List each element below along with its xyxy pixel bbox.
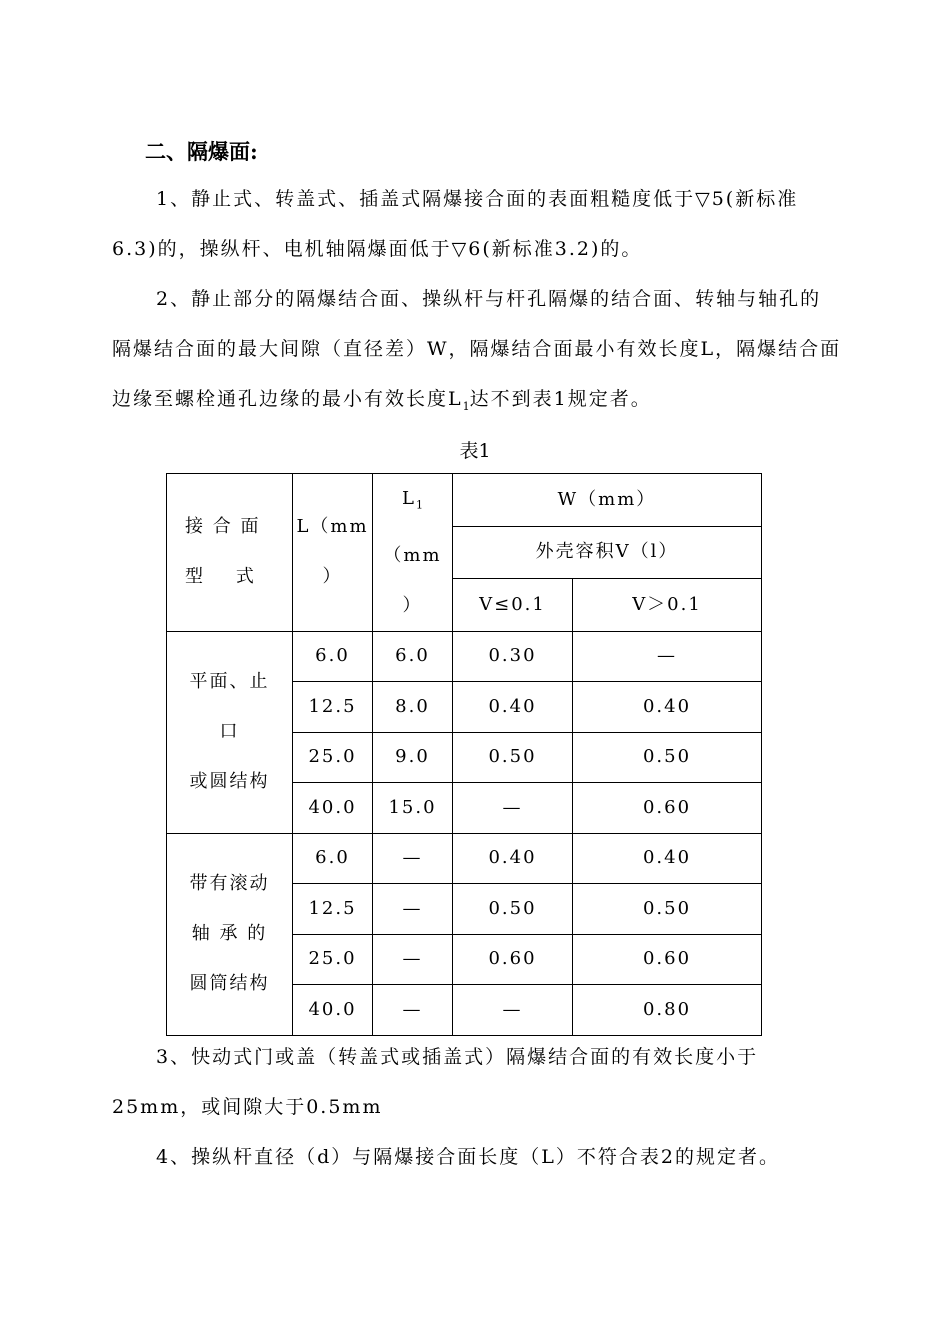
cell-l1: 15.0 xyxy=(373,783,453,834)
group-label-line: 或圆结构 xyxy=(189,771,270,793)
cell-l1: 9.0 xyxy=(373,732,453,783)
header-l1-base: L xyxy=(402,488,416,509)
header-l1-line1 xyxy=(373,474,452,581)
paragraph-3: 3、快动式门或盖（转盖式或插盖式）隔爆结合面的有效长度小于25mm，或间隙大于0.5mm xyxy=(112,1046,759,1118)
cell-l: 12.5 xyxy=(293,682,373,733)
cell-w-large: — xyxy=(573,631,762,682)
cell-l1: — xyxy=(373,884,453,935)
paragraph-4: 4、操纵杆直径（d）与隔爆接合面长度（L）不符合表2的规定者。 xyxy=(156,1146,780,1168)
paragraph-1: 1、静止式、转盖式、插盖式隔爆接合面的表面粗糙度低于▽5(新标准6.3)的，操纵杆、电机轴隔爆面低于▽6(新标准3.2)的。 xyxy=(112,188,799,260)
cell-l: 25.0 xyxy=(293,732,373,783)
cell-w-small: 0.60 xyxy=(453,934,573,985)
group-label-line: 圆筒结构 xyxy=(189,973,270,995)
header-joint-type xyxy=(167,474,293,632)
gap-spec-table xyxy=(166,473,762,1036)
cell-w-small: 0.40 xyxy=(453,833,573,884)
cell-l1: 6.0 xyxy=(373,631,453,682)
cell-l: 6.0 xyxy=(293,833,373,884)
cell-l1: 8.0 xyxy=(373,682,453,733)
header-l1-line2: ） xyxy=(402,594,423,616)
group-label-plane xyxy=(167,631,293,833)
table-header-row xyxy=(167,474,762,527)
group-label-bearing xyxy=(167,833,293,1035)
table-row xyxy=(167,631,762,682)
header-joint-type-line2: 型 式 xyxy=(185,566,256,588)
paragraph-2-tail: 达不到表1规定者。 xyxy=(469,388,652,410)
cell-w-small: — xyxy=(453,783,573,834)
cell-w-large: 0.50 xyxy=(573,732,762,783)
cell-w-large: 0.60 xyxy=(573,934,762,985)
group-label-line: 带有滚动 xyxy=(189,873,270,895)
header-l-line1: L（mm xyxy=(296,516,369,538)
cell-l: 6.0 xyxy=(293,631,373,682)
header-l1 xyxy=(373,474,453,632)
header-joint-type-line1: 接 合 面 xyxy=(185,516,261,538)
header-l xyxy=(293,474,373,632)
table-row xyxy=(167,833,762,884)
section-heading: 二、隔爆面: xyxy=(145,139,258,164)
cell-w-large: 0.40 xyxy=(573,682,762,733)
cell-w-large: 0.50 xyxy=(573,884,762,935)
cell-l: 40.0 xyxy=(293,783,373,834)
paragraph-2 xyxy=(112,274,842,432)
cell-l: 12.5 xyxy=(293,884,373,935)
paragraph-2-subscript: 1 xyxy=(462,399,470,413)
cell-w-small: — xyxy=(453,985,573,1036)
cell-w-large: 0.80 xyxy=(573,985,762,1036)
cell-l1: — xyxy=(373,934,453,985)
cell-w-small: 0.50 xyxy=(453,732,573,783)
cell-l1: — xyxy=(373,985,453,1036)
table-caption: 表1 xyxy=(459,440,491,462)
group-label-line: 平面、止 xyxy=(189,671,270,693)
cell-w-large: 0.60 xyxy=(573,783,762,834)
group-label-line: 口 xyxy=(219,721,240,743)
header-l1-unit: （mm xyxy=(383,544,442,566)
cell-w-large: 0.40 xyxy=(573,833,762,884)
header-v-le: V≤0.1 xyxy=(453,579,573,632)
header-volume: 外壳容积V（l） xyxy=(453,526,762,579)
cell-l1: — xyxy=(373,833,453,884)
header-l-line2: ） xyxy=(322,566,343,588)
cell-l: 40.0 xyxy=(293,985,373,1036)
cell-w-small: 0.40 xyxy=(453,682,573,733)
group-label-line: 轴 承 的 xyxy=(191,923,268,945)
cell-w-small: 0.50 xyxy=(453,884,573,935)
header-v-gt: V＞0.1 xyxy=(573,579,762,632)
cell-w-small: 0.30 xyxy=(453,631,573,682)
paragraph-2-text: 2、静止部分的隔爆结合面、操纵杆与杆孔隔爆的结合面、转轴与轴孔的隔爆结合面的最大间隙（直径差）W，隔爆结合面最小有效长度L，隔爆结合面边缘至螺栓通孔边缘的最小有效长度L xyxy=(112,288,842,410)
cell-l: 25.0 xyxy=(293,934,373,985)
header-w: W（mm） xyxy=(453,474,762,527)
header-l1-subscript: 1 xyxy=(415,498,423,512)
